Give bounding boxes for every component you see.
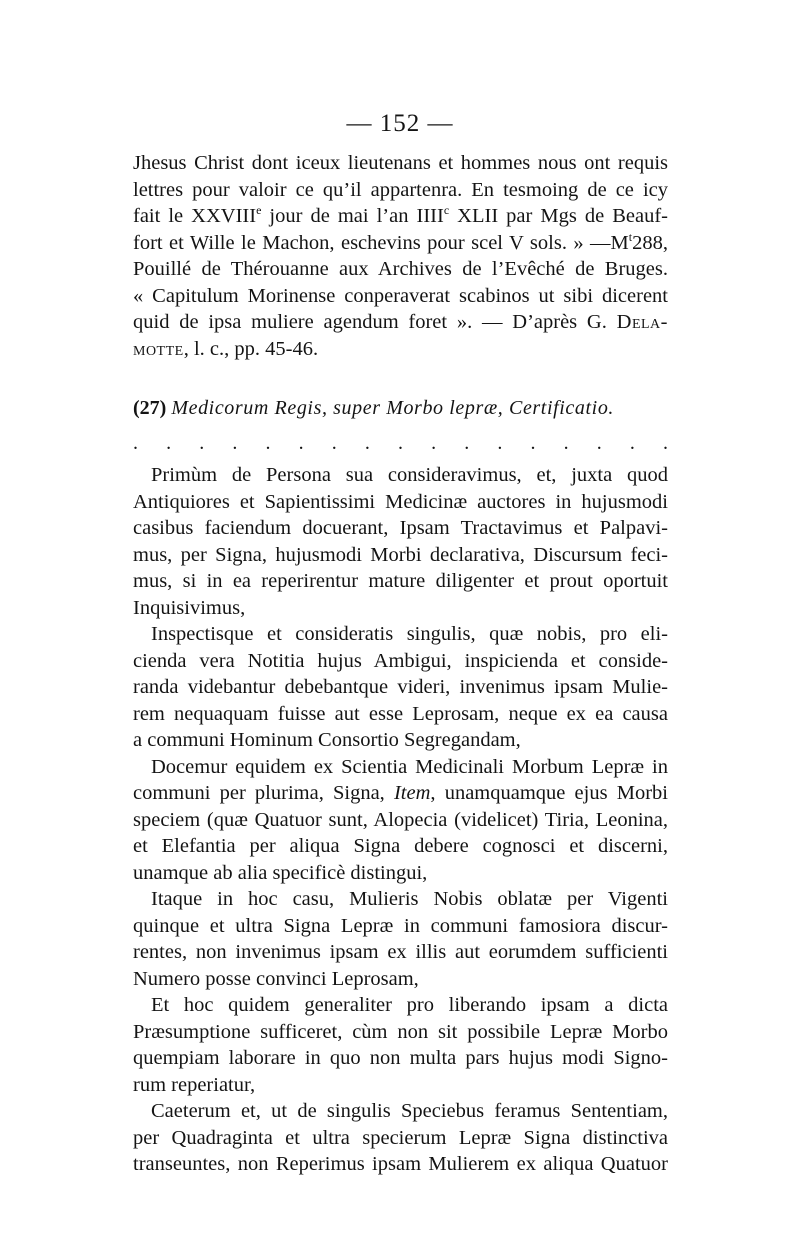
section-heading (133, 395, 668, 421)
text-line: Antiquiores et Sapientissimi Medicinæ auctores in hujusmodi (133, 490, 668, 513)
text-line: transeuntes, non Reperimus ipsam Mulierem ex aliqua Quatuor (133, 1153, 668, 1175)
text-line: rentes, non invenimus ipsam ex illis aut eorumdem sufficienti (133, 941, 668, 963)
text-line: motte, l. c., pp. 45-46. (133, 337, 319, 360)
text-line: fort et Wille le Machon, eschevins pour scel V sols. » $—M^t288$, (133, 229, 668, 254)
text-line: fait le XXVIIIe jour de mai l’an IIII$^c$ XLII par Mgs de Beauf- (133, 203, 668, 227)
text-line: et Elefantia per aliqua Signa debere cognosci et discerni, (133, 835, 668, 857)
ellipsis-separator: . . . . . . . . . . . . . . . . . (133, 432, 668, 454)
text-line: unamque ab alia specificè distingui, (133, 861, 428, 884)
text-line: Pouillé de Thérouanne aux Archives de l’Evêché de Bruges. (133, 258, 668, 280)
section-title: Medicorum Regis, super Morbo lepræ, Certificatio. (171, 397, 615, 419)
text-line: communi per plurima, Signa, Item, unamquamque ejus Morbi (133, 782, 668, 804)
text-line: Jhesus Christ dont iceux lieutenans et hommes nous ont requis (133, 152, 668, 174)
text-line: quid de ipsa muliere agendum foret ». — D’après G. Dela- (133, 311, 668, 333)
text-line: Primùm de Persona sua consideravimus, et, juxta quod (151, 464, 668, 486)
section-number: (27) (133, 397, 167, 419)
text-line: Inquisivimus, (133, 596, 246, 619)
text-line: Et hoc quidem generaliter pro liberando ipsam a dicta (151, 994, 668, 1016)
text-line: a communi Hominum Consortio Segregandam, (133, 729, 521, 751)
top-paragraph (133, 150, 668, 362)
text-line: « Capitulum Morinense conperaverat scabinos ut sibi dicerent (133, 284, 668, 307)
text-line: Docemur equidem ex Scientia Medicinali Morbum Lepræ in (151, 755, 668, 778)
text-line: Inspectisque et consideratis singulis, quæ nobis, pro eli- (151, 623, 668, 645)
body-text (133, 462, 668, 1178)
text-line: Itaque in hoc casu, Mulieris Nobis oblatæ per Vigenti (151, 888, 668, 910)
text-line: randa videbantur debebantque videri, invenimus ipsam Mulie- (133, 676, 668, 698)
text-line: mus, per Signa, hujusmodi Morbi declarativa, Discursum feci- (133, 543, 668, 566)
text-line: Præsumptione sufficeret, cùm non sit possibile Lepræ Morbo (133, 1020, 668, 1043)
text-line: mus, si in ea reperirentur mature diligenter et prout oportuit (133, 570, 668, 592)
text-line: lettres pour valoir ce qu’il appartenra. En tesmoing de ce icy (133, 178, 668, 201)
text-line: quinque et ultra Signa Lepræ in communi famosiora discur- (133, 914, 668, 937)
text-line: casibus faciendum docuerant, Ipsam Tractavimus et Palpavi- (133, 517, 668, 539)
text-line: speciem (quæ Quatuor sunt, Alopecia (videlicet) Tiria, Leonina, (133, 808, 668, 831)
text-line: Numero posse convinci Leprosam, (133, 967, 419, 990)
text-line: quempiam laborare in quo non multa pars hujus modi Signo- (133, 1047, 668, 1069)
text-line: cienda vera Notitia hujus Ambigui, inspicienda et conside- (133, 649, 668, 672)
text-line: Caeterum et, ut de singulis Speciebus feramus Sententiam, (151, 1100, 668, 1122)
page-number: — 152 — (346, 110, 454, 137)
text-line: per Quadraginta et ultra specierum Lepræ Signa distinctiva (133, 1126, 668, 1149)
text-line: rem nequaquam fuisse aut esse Leprosam, neque ex ea causa (133, 702, 668, 725)
text-line: rum reperiatur, (133, 1073, 256, 1096)
